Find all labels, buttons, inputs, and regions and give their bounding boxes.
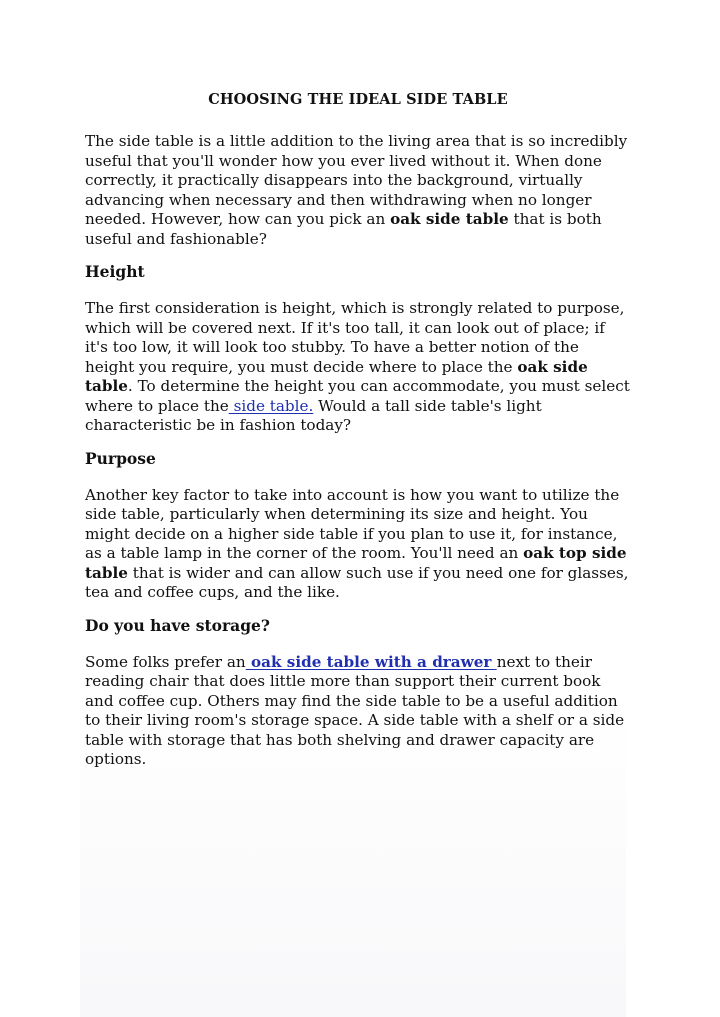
purpose-bold-oak-top-side-table: oak top side table xyxy=(85,544,627,582)
storage-text-end: next to their reading chair that does little more than support their current book and coffee cup. Others may find the side table to be a useful addition to their living room's storage space. A side table with a shelf or a side table with storage that has both shelving and drawer capacity are options. xyxy=(85,652,625,768)
storage-paragraph xyxy=(85,653,631,770)
purpose-heading: Purpose xyxy=(85,448,156,468)
height-text-start: The first consideration is height, which is strongly related to purpose, which will be covered next. If it's too tall, it can look out of place; if it's too low, it will look too stubby. To have a better notion of the height you require, you must decide where to place the xyxy=(85,299,625,376)
purpose-text-end: that is wider and can allow such use if you need one for glasses, tea and coffee cups, and the like. xyxy=(85,563,629,601)
intro-text-end: that is both useful and fashionable? xyxy=(85,210,602,248)
oak-side-table-with-drawer-link[interactable]: oak side table with a drawer xyxy=(245,652,497,671)
document-title: CHOOSING THE IDEAL SIDE TABLE xyxy=(208,91,508,108)
intro-paragraph xyxy=(85,132,631,249)
side-table-link[interactable]: side table. xyxy=(228,396,314,415)
height-text-middle: . To determine the height you can accommodate, you must select where to place the xyxy=(85,377,630,415)
intro-text-start: The side table is a little addition to the living area that is so incredibly useful that you'll wonder how you ever lived without it. When done correctly, it practically disappears into the background, virtually advancing when necessary and then withdrawing when no longer needed. However, how can you pick an xyxy=(85,132,628,228)
height-paragraph xyxy=(85,299,631,436)
height-text-end: Would a tall side table's light characteristic be in fashion today? xyxy=(85,396,542,434)
intro-bold-oak-side-table: oak side table xyxy=(390,210,509,228)
purpose-paragraph xyxy=(85,486,631,603)
document-body xyxy=(85,90,631,783)
storage-text-start: Some folks prefer an xyxy=(85,652,246,671)
height-heading: Height xyxy=(85,262,145,281)
purpose-text-start: Another key factor to take into account is how you want to utilize the side table, particularly when determining its size and height. You might decide on a higher side table if you plan to use it, for instance, as a table lamp in the corner of the room. You'll need an xyxy=(85,485,620,562)
height-bold-oak-side-table: oak side table xyxy=(85,357,588,395)
storage-heading: Do you have storage? xyxy=(85,615,270,635)
